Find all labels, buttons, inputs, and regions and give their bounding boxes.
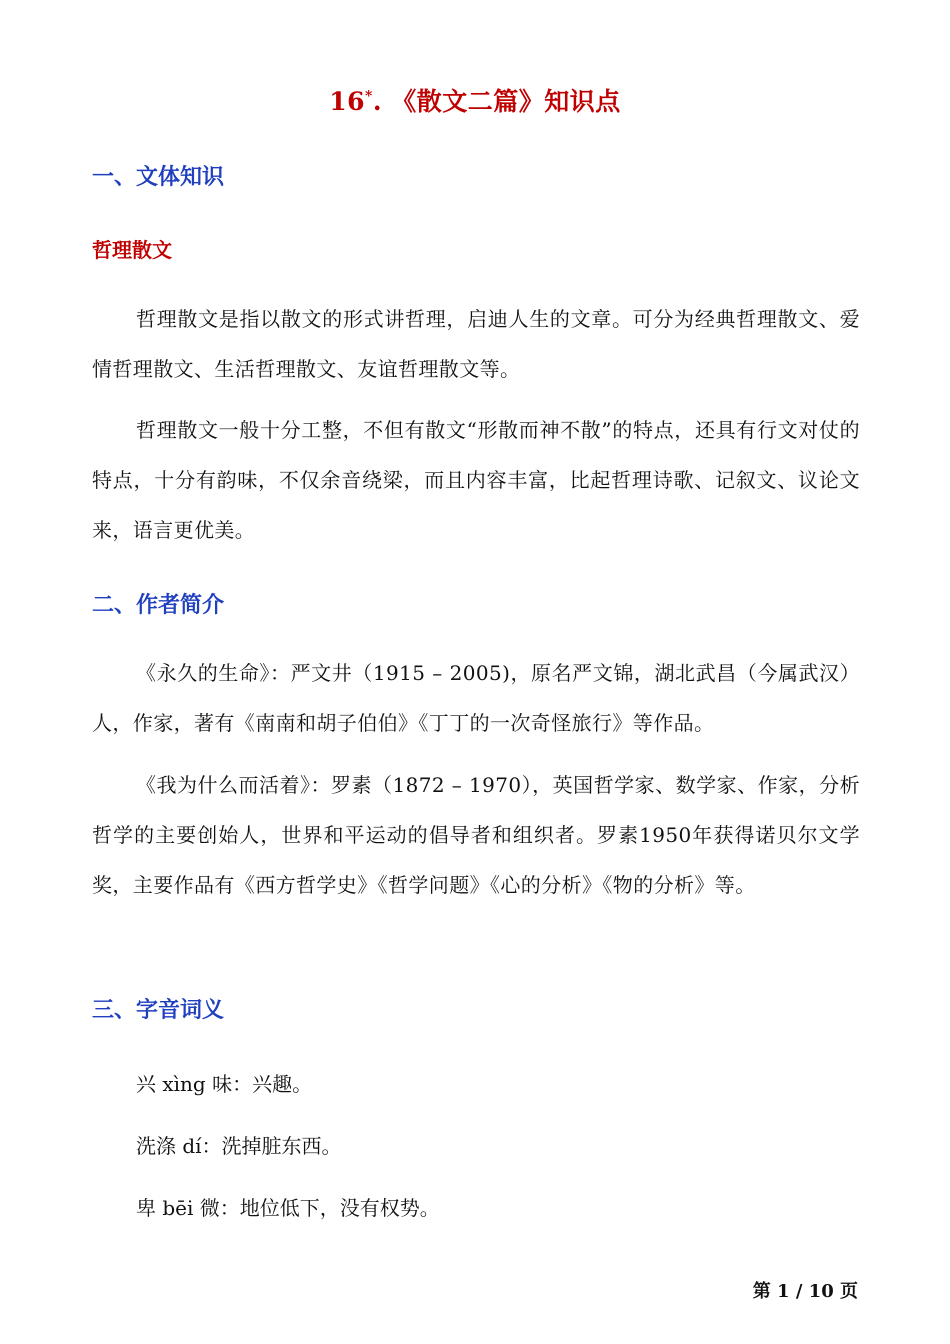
subheading-philosophical-prose: 哲理散文 (92, 238, 172, 262)
paragraph-definition: 哲理散文是指以散文的形式讲哲理，启迪人生的文章。可分为经典哲理散文、爱情哲理散文、生活哲理散文、友谊哲理散文等。 (92, 307, 860, 381)
paragraph-author-russell: 《我为什么而活着》：罗素（1872 – 1970），英国哲学家、数学家、作家，分析哲学的主要创始人，世界和平运动的倡导者和组织者。罗素1950年获得诺贝尔文学奖，主要作品有《西方哲学史》《哲学问题》《心的分析》《物的分析》等。 (92, 773, 860, 897)
title-asterisk: * (365, 88, 373, 105)
section-heading-genre: 一、文体知识 (92, 164, 225, 190)
title-number: 16 (329, 87, 366, 116)
section-heading-authors: 二、作者简介 (92, 592, 225, 618)
paragraph-features: 哲理散文一般十分工整，不但有散文“形散而神不散”的特点，还具有行文对仗的特点，十分有韵味，不仅余音绕梁，而且内容丰富，比起哲理诗歌、记叙文、议论文来，语言更优美。 (92, 418, 860, 542)
vocab-item: 洗涤 dí：洗掉脏东西。 (136, 1134, 342, 1158)
page-title (0, 82, 950, 118)
vocab-item: 卑 bēi 微：地位低下，没有权势。 (136, 1196, 440, 1220)
title-text: . 《散文二篇》知识点 (372, 87, 621, 116)
paragraph-author-yan: 《永久的生命》：严文井（1915 – 2005)，原名严文锦，湖北武昌（今属武汉）人，作家，著有《南南和胡子伯伯》《丁丁的一次奇怪旅行》等作品。 (92, 661, 860, 735)
section-heading-vocab: 三、字音词义 (92, 997, 225, 1023)
vocab-item: 兴 xìng 味：兴趣。 (136, 1072, 313, 1096)
page-number: 第 1 / 10 页 (752, 1281, 858, 1302)
